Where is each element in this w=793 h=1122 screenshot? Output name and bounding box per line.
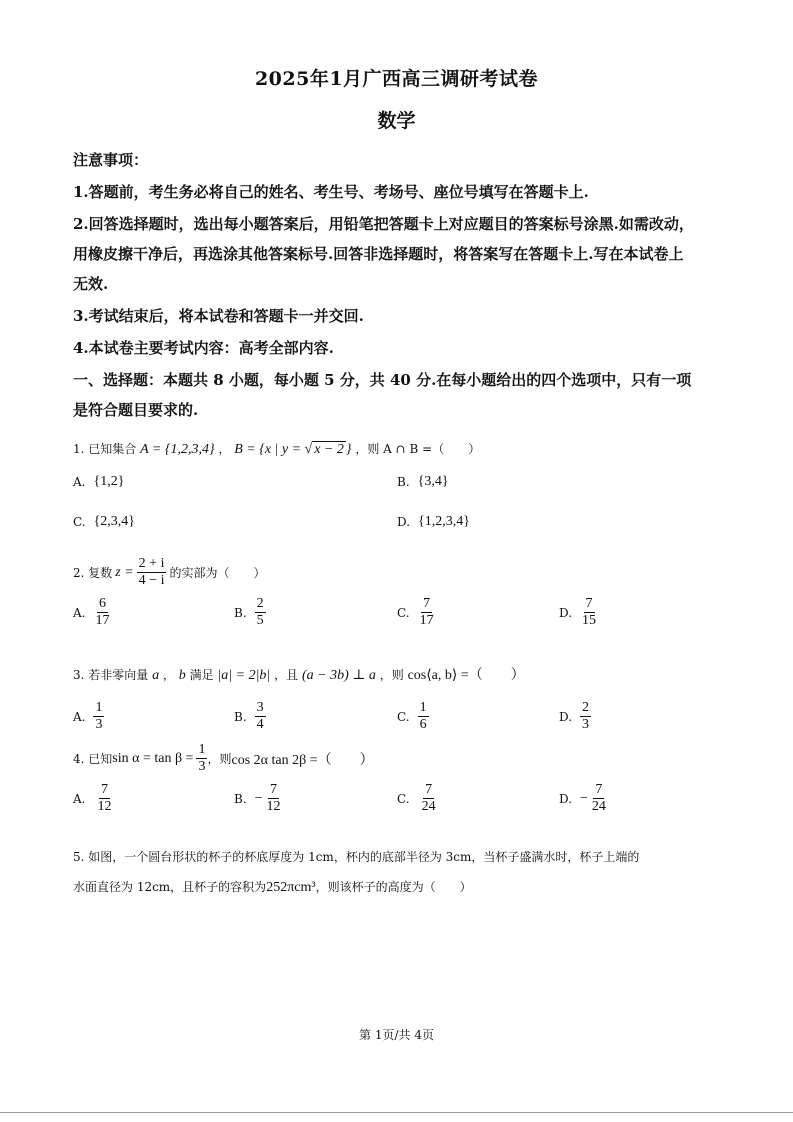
question-2-tail: 的实部为（ ） bbox=[169, 566, 266, 580]
question-3-condition-2: (a − 3b) ⊥ a bbox=[301, 668, 376, 683]
question-3-option-c[interactable]: C. $\frac{1}{6}$ bbox=[397, 700, 427, 732]
question-2 bbox=[73, 556, 265, 589]
question-2-option-d[interactable]: D. $\frac{7}{15}$ bbox=[559, 596, 597, 628]
question-1 bbox=[73, 440, 480, 458]
question-4-fraction: $\frac{1}{3}$ bbox=[198, 742, 206, 774]
note-item-3: 3.考试结束后，将本试卷和答题卡一并交回. bbox=[73, 307, 364, 325]
section-1-heading-line-2: 是符合题目要求的. bbox=[73, 401, 199, 419]
question-2-var: z = bbox=[115, 564, 134, 580]
question-2-prefix: 2. 复数 bbox=[73, 566, 113, 580]
question-1-sep: ， bbox=[218, 442, 231, 456]
notes-heading: 注意事项： bbox=[73, 151, 149, 169]
question-2-option-b[interactable]: B. $\frac{2}{5}$ bbox=[234, 596, 264, 628]
question-1-option-c[interactable]: C. {2,3,4} bbox=[73, 514, 136, 529]
question-4-option-d[interactable]: D. − $\frac{7}{24}$ bbox=[559, 782, 606, 814]
question-4-expression: sin α = tan β = bbox=[112, 750, 194, 766]
question-4-option-c[interactable]: C. $\frac{7}{24}$ bbox=[397, 782, 436, 814]
question-4-prefix: 4. 已知 bbox=[73, 752, 113, 766]
page-bottom-divider bbox=[0, 1112, 793, 1113]
question-3-prefix: 3. 若非零向量 bbox=[73, 668, 149, 682]
vector-a: a bbox=[152, 668, 160, 683]
question-1-option-b[interactable]: B. {3,4} bbox=[397, 474, 449, 489]
question-1-option-d[interactable]: D. {1,2,3,4} bbox=[397, 514, 470, 529]
question-4-tail: cos 2α tan 2β =（ ） bbox=[231, 752, 374, 768]
question-3: 3. 若非零向量 a ， b 满足 |a| = 2|b| ，且 (a − 3b) ⊥ a ，则 cos⟨a, b⟩ =（ ） bbox=[73, 668, 525, 683]
question-3-tail: cos⟨a, b⟩ =（ ） bbox=[407, 668, 525, 683]
note-item-2-line-1: 2.回答选择题时，选出每小题答案后，用铅笔把答题卡上对应题目的答案标号涂黑.如需改动， bbox=[73, 215, 694, 233]
question-5-line-2: 水面直径为 12cm，且杯子的容积为252πcm³，则该杯子的高度为（ ） bbox=[73, 880, 472, 895]
question-1-set-a: A = {1,2,3,4} bbox=[140, 442, 215, 457]
question-1-set-b: B = {x | y = √ x − 2 } bbox=[234, 442, 352, 457]
question-4-option-b[interactable]: B. − $\frac{7}{12}$ bbox=[234, 782, 281, 814]
question-3-option-a[interactable]: A. $\frac{1}{3}$ bbox=[73, 700, 103, 732]
question-3-option-b[interactable]: B. $\frac{3}{4}$ bbox=[234, 700, 264, 732]
note-item-2-line-3: 无效. bbox=[73, 275, 109, 293]
question-3-option-d[interactable]: D. $\frac{2}{3}$ bbox=[559, 700, 590, 732]
exam-subject: 数学 bbox=[377, 110, 416, 132]
page-number: 第 1页/共 4页 bbox=[359, 1028, 434, 1042]
question-1-option-a[interactable]: A. {1,2} bbox=[73, 474, 125, 489]
note-item-2-line-2: 用橡皮擦干净后，再选涂其他答案标号.回答非选择题时，将答案写在答题卡上.写在本试卷上 bbox=[73, 245, 684, 263]
vector-b: b bbox=[178, 668, 186, 683]
note-item-1: 1.答题前，考生务必将自己的姓名、考生号、考场号、座位号填写在答题卡上. bbox=[73, 183, 589, 201]
question-1-tail: ，则 A ∩ B =（ ） bbox=[355, 442, 481, 456]
question-2-option-a[interactable]: A. $\frac{6}{17}$ bbox=[73, 596, 110, 628]
question-5-line-1: 5. 如图，一个圆台形状的杯子的杯底厚度为 1cm，杯内的底部半径为 3cm，当杯子盛满水时，杯子上端的 bbox=[73, 850, 640, 864]
question-4: 4. 已知 sin α = tan β = $\frac{1}{3}$ ，则 cos 2α tan 2β =（ ） bbox=[73, 742, 374, 774]
question-1-prefix: 1. 已知集合 bbox=[73, 442, 137, 456]
question-2-fraction: $\frac{2 + i}{4 - i}$ bbox=[138, 556, 165, 588]
question-3-condition-1: |a| = 2|b| bbox=[217, 668, 271, 683]
section-1-heading-line-1: 一、选择题：本题共 8 小题，每小题 5 分，共 40 分.在每小题给出的四个选项中，只有一项 bbox=[73, 371, 692, 389]
note-item-4: 4.本试卷主要考试内容：高考全部内容. bbox=[73, 339, 334, 357]
question-2-option-c[interactable]: C. $\frac{7}{17}$ bbox=[397, 596, 434, 628]
question-5-volume: 252πcm³ bbox=[266, 880, 316, 895]
exam-title: 2025年1月广西高三调研考试卷 bbox=[254, 68, 539, 90]
question-4-option-a[interactable]: A. $\frac{7}{12}$ bbox=[73, 782, 112, 814]
